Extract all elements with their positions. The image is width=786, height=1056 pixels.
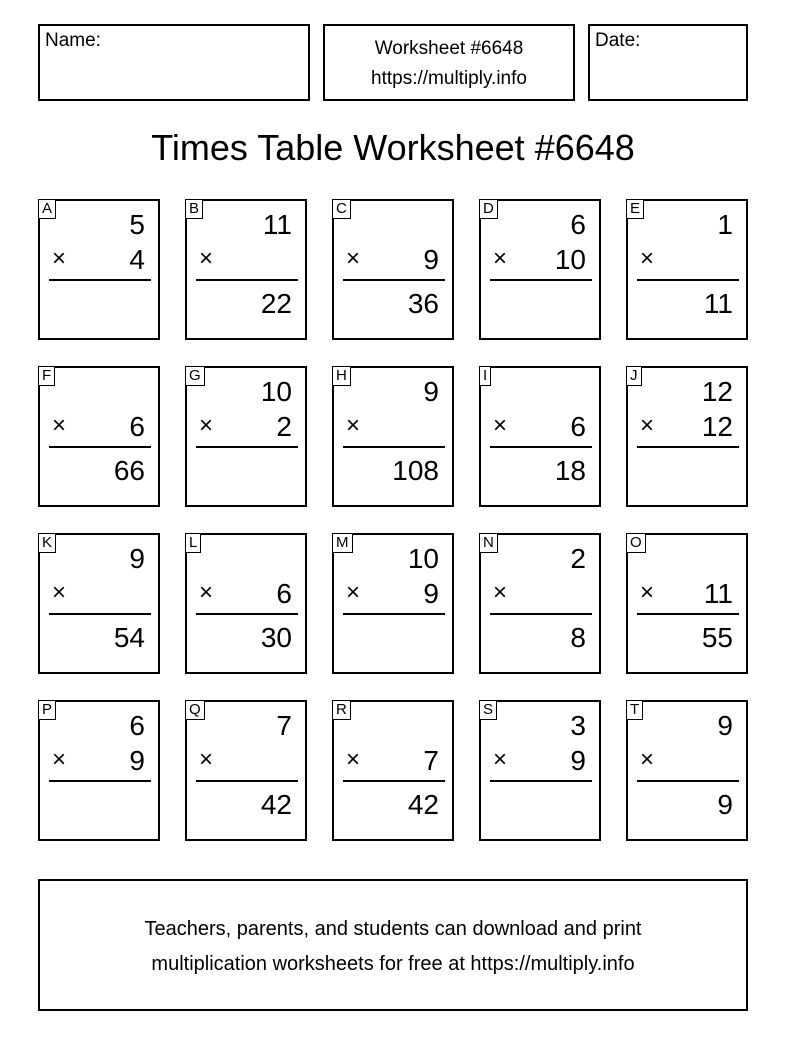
times-symbol: ×: [346, 245, 361, 272]
top-factor: 6: [129, 710, 145, 741]
top-factor: 9: [717, 710, 733, 741]
times-symbol: ×: [199, 579, 214, 606]
times-symbol: ×: [346, 412, 361, 439]
answer-rule: [343, 613, 445, 615]
times-symbol: ×: [199, 746, 214, 773]
answer: 9: [717, 789, 733, 820]
problem-card: [185, 700, 307, 841]
problem-letter: H: [332, 366, 351, 386]
top-factor: 1: [717, 209, 733, 240]
bottom-factor: 10: [554, 244, 586, 275]
problem-letter: I: [479, 366, 491, 386]
problem-card: [38, 199, 160, 340]
footer-box: [38, 879, 748, 1011]
times-symbol: ×: [199, 412, 214, 439]
problem-card: [38, 366, 160, 507]
answer-rule: [196, 613, 298, 615]
times-symbol: ×: [199, 245, 214, 272]
bottom-factor: 6: [276, 578, 292, 609]
date-label: Date:: [595, 30, 641, 51]
answer-rule: [196, 780, 298, 782]
times-symbol: ×: [640, 245, 655, 272]
problem-letter: D: [479, 199, 498, 219]
answer-rule: [637, 446, 739, 448]
problem-card: [185, 533, 307, 674]
times-symbol: ×: [640, 412, 655, 439]
problem-letter: K: [38, 533, 56, 553]
top-factor: 6: [570, 209, 586, 240]
problem-card: [38, 533, 160, 674]
top-factor: 5: [129, 209, 145, 240]
top-factor: 3: [570, 710, 586, 741]
problem-letter: C: [332, 199, 351, 219]
top-factor: 9: [423, 376, 439, 407]
answer: 11: [703, 288, 733, 319]
times-symbol: ×: [52, 412, 67, 439]
times-symbol: ×: [493, 579, 508, 606]
bottom-factor: 9: [129, 745, 145, 776]
problem-card: [38, 700, 160, 841]
bottom-factor: 9: [423, 244, 439, 275]
answer: 22: [260, 288, 292, 319]
top-factor: 9: [129, 543, 145, 574]
bottom-factor: 2: [276, 411, 292, 442]
answer: 108: [392, 455, 439, 486]
footer-line-2: multiplication worksheets for free at https://multiply.info: [151, 953, 635, 975]
bottom-factor: 12: [701, 411, 733, 442]
problem-card: [626, 199, 748, 340]
answer-rule: [637, 780, 739, 782]
problem-card: [479, 700, 601, 841]
problem-letter: F: [38, 366, 55, 386]
times-symbol: ×: [493, 746, 508, 773]
times-symbol: ×: [640, 579, 655, 606]
answer: 36: [407, 288, 439, 319]
top-factor: 2: [570, 543, 586, 574]
problem-letter: P: [38, 700, 56, 720]
times-symbol: ×: [346, 746, 361, 773]
answer: 18: [554, 455, 586, 486]
problem-letter: N: [479, 533, 498, 553]
top-factor: 10: [407, 543, 439, 574]
footer-line-1: Teachers, parents, and students can download and print: [144, 918, 642, 940]
times-symbol: ×: [346, 579, 361, 606]
bottom-factor: 6: [129, 411, 145, 442]
problem-letter: T: [626, 700, 643, 720]
worksheet-number: Worksheet #6648: [374, 38, 524, 59]
problem-letter: J: [626, 366, 642, 386]
page-title: Times Table Worksheet #6648: [151, 127, 635, 168]
problem-letter: G: [185, 366, 205, 386]
problem-card: [626, 366, 748, 507]
problem-letter: O: [626, 533, 646, 553]
problem-card: [626, 533, 748, 674]
problem-card: [185, 366, 307, 507]
bottom-factor: 9: [423, 578, 439, 609]
problem-letter: Q: [185, 700, 205, 720]
worksheet-site: https://multiply.info: [371, 68, 527, 89]
times-symbol: ×: [52, 746, 67, 773]
problem-card: [479, 366, 601, 507]
top-factor: 10: [260, 376, 292, 407]
answer-rule: [343, 446, 445, 448]
answer-rule: [49, 446, 151, 448]
answer-rule: [490, 780, 592, 782]
problem-letter: S: [479, 700, 497, 720]
problem-card: [626, 700, 748, 841]
name-label: Name:: [45, 30, 101, 51]
problem-card: [332, 366, 454, 507]
answer-rule: [49, 279, 151, 281]
answer-rule: [196, 279, 298, 281]
answer-rule: [490, 279, 592, 281]
problem-card: [479, 199, 601, 340]
problem-letter: E: [626, 199, 644, 219]
times-symbol: ×: [52, 579, 67, 606]
answer-rule: [49, 780, 151, 782]
answer-rule: [637, 613, 739, 615]
times-symbol: ×: [640, 746, 655, 773]
problem-card: [332, 533, 454, 674]
problem-card: [185, 199, 307, 340]
top-factor: 12: [701, 376, 733, 407]
problem-letter: L: [185, 533, 201, 553]
top-factor: 7: [276, 710, 292, 741]
bottom-factor: 6: [570, 411, 586, 442]
times-symbol: ×: [493, 412, 508, 439]
answer-rule: [196, 446, 298, 448]
times-symbol: ×: [493, 245, 508, 272]
answer-rule: [490, 446, 592, 448]
answer: 42: [407, 789, 439, 820]
bottom-factor: 11: [703, 578, 733, 609]
answer: 54: [113, 622, 145, 653]
answer: 55: [701, 622, 733, 653]
problem-card: [332, 700, 454, 841]
answer: 66: [113, 455, 145, 486]
top-factor: 11: [262, 209, 292, 240]
problem-card: [479, 533, 601, 674]
bottom-factor: 9: [570, 745, 586, 776]
times-symbol: ×: [52, 245, 67, 272]
answer-rule: [490, 613, 592, 615]
answer: 8: [570, 622, 586, 653]
answer-rule: [343, 279, 445, 281]
answer: 30: [260, 622, 292, 653]
problem-letter: B: [185, 199, 203, 219]
problem-letter: A: [38, 199, 56, 219]
bottom-factor: 7: [423, 745, 439, 776]
problem-card: [332, 199, 454, 340]
bottom-factor: 4: [129, 244, 145, 275]
answer-rule: [637, 279, 739, 281]
problem-letter: M: [332, 533, 353, 553]
problem-letter: R: [332, 700, 351, 720]
answer-rule: [343, 780, 445, 782]
answer: 42: [260, 789, 292, 820]
answer-rule: [49, 613, 151, 615]
